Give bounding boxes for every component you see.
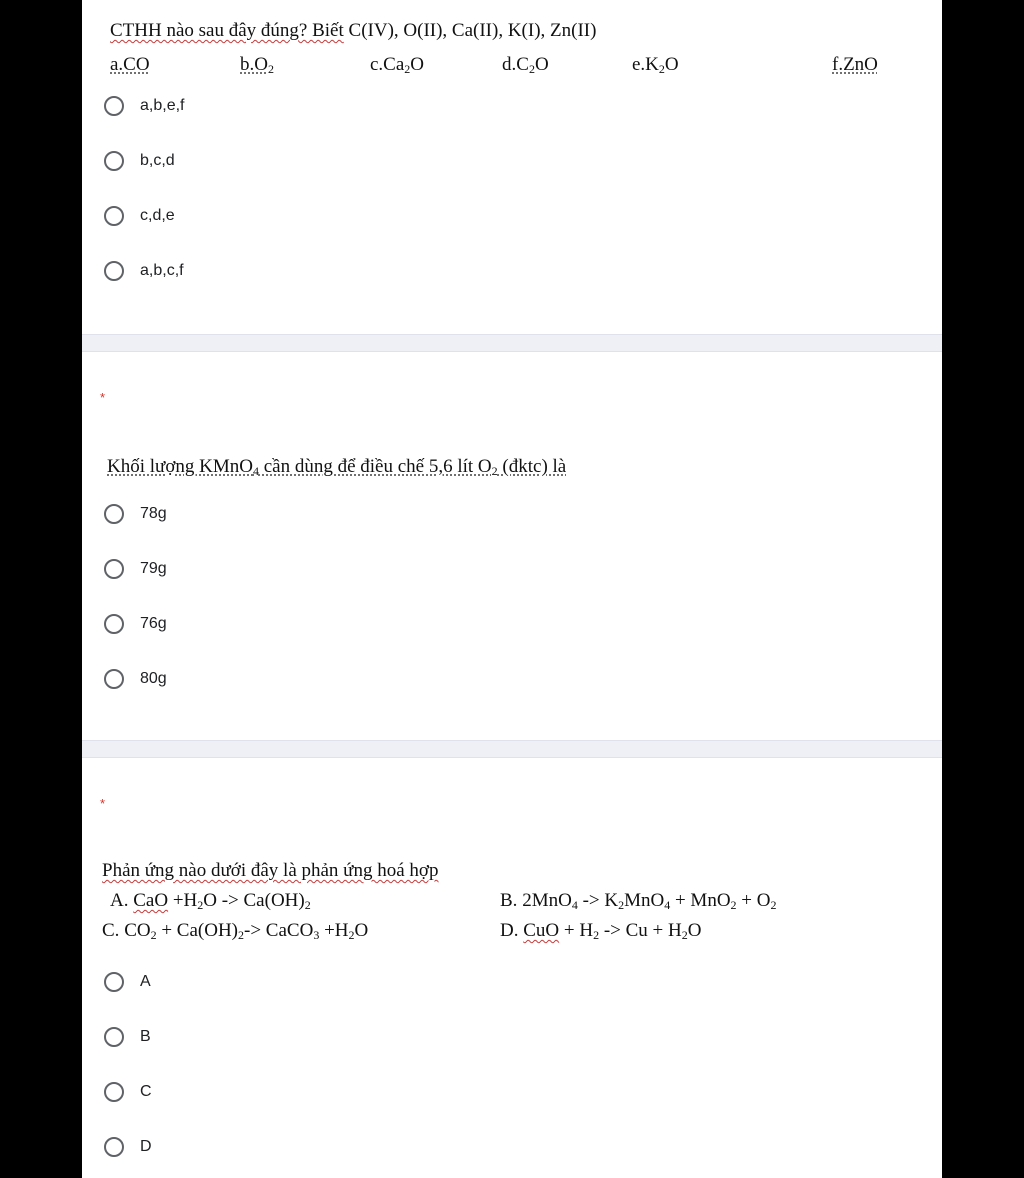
- question-card-1: [82, 0, 942, 334]
- reaction-a-s2: 2: [304, 898, 311, 912]
- q1-option-2[interactable]: [104, 147, 175, 175]
- choice-b: [240, 54, 274, 76]
- section-separator: [82, 334, 942, 352]
- quiz-form: [82, 0, 942, 1178]
- reaction-c-p4: +H: [319, 920, 349, 941]
- reaction-b-s1: 4: [571, 898, 578, 912]
- q2-option-1-label: 78g: [140, 505, 167, 522]
- radio-button[interactable]: [104, 1137, 124, 1157]
- reaction-b-p3: MnO: [624, 890, 665, 911]
- choice-e-tail: O: [664, 54, 679, 75]
- q1-option-4[interactable]: [104, 257, 184, 285]
- radio-button[interactable]: [104, 614, 124, 634]
- question-3-prompt: [102, 860, 438, 882]
- question-card-3: [82, 758, 942, 1178]
- reaction-d-s2: 2: [681, 928, 688, 942]
- section-separator: [82, 740, 942, 758]
- reaction-c-p5: O: [354, 920, 369, 941]
- q2-option-2[interactable]: [104, 555, 167, 583]
- q2-option-3-label: 76g: [140, 615, 167, 632]
- reaction-c-s3: 3: [313, 928, 320, 942]
- q3-option-c-label: C: [140, 1083, 152, 1100]
- reaction-d-label: D.: [500, 920, 519, 941]
- reaction-b-p5: + O: [736, 890, 771, 911]
- reaction-c-s4: 2: [348, 928, 355, 942]
- reaction-c: [102, 920, 368, 942]
- reaction-d: [500, 920, 701, 942]
- question-1-prompt: [110, 20, 596, 42]
- choice-e-sub: 2: [658, 62, 665, 76]
- choice-d: [502, 54, 549, 76]
- reaction-d-p3: -> Cu + H: [599, 920, 682, 941]
- choice-d-sub: 2: [528, 62, 535, 76]
- reaction-c-p3: -> CaCO: [244, 920, 314, 941]
- q3-option-d[interactable]: [104, 1133, 152, 1161]
- required-mark: *: [100, 796, 106, 811]
- reaction-d-s1: 2: [593, 928, 600, 942]
- reaction-b-p1: 2MnO: [522, 890, 572, 911]
- reaction-c-s2: 2: [238, 928, 245, 942]
- reaction-c-p1: CO: [124, 920, 151, 941]
- question-2-prompt-b: cần dùng để điều chế 5,6 lít O: [258, 456, 492, 477]
- radio-button[interactable]: [104, 669, 124, 689]
- q3-option-b[interactable]: [104, 1023, 151, 1051]
- choice-b-text: b.O: [240, 54, 268, 75]
- reaction-a-label: A.: [110, 890, 129, 911]
- reaction-c-p2: + Ca(OH): [156, 920, 239, 941]
- reaction-d-p2: + H: [559, 920, 594, 941]
- q2-option-4-label: 80g: [140, 670, 167, 687]
- reaction-b-label: B.: [500, 890, 518, 911]
- question-1-prompt-main: CTHH nào sau đây đúng? Biết: [110, 20, 344, 41]
- choice-e-text: e.K: [632, 54, 659, 75]
- q1-option-3-label: c,d,e: [140, 207, 175, 224]
- reaction-c-label: C.: [102, 920, 120, 941]
- question-3-prompt-text: Phản ứng nào dưới đây là phản ứng hoá hợp: [102, 860, 439, 881]
- reaction-b-s4: 2: [730, 898, 737, 912]
- q3-option-a-label: A: [140, 973, 151, 990]
- choice-c-sub: 2: [404, 62, 411, 76]
- q2-option-2-label: 79g: [140, 560, 167, 577]
- q1-option-1[interactable]: [104, 92, 184, 120]
- question-2-prompt-sub: 4: [252, 464, 259, 478]
- question-2-prompt-a: Khối lượng KMnO: [107, 456, 253, 477]
- q2-option-4[interactable]: [104, 665, 167, 693]
- reaction-b-p4: + MnO: [670, 890, 731, 911]
- choice-c: [370, 54, 424, 76]
- q1-option-4-label: a,b,c,f: [140, 262, 184, 279]
- reaction-a-p1: CaO: [133, 890, 169, 911]
- reaction-d-p1: CuO: [523, 920, 560, 941]
- q3-option-d-label: D: [140, 1138, 152, 1155]
- choice-b-sub: 2: [267, 62, 274, 76]
- question-card-2: [82, 352, 942, 740]
- reaction-a: [110, 890, 311, 912]
- reaction-c-s1: 2: [150, 928, 157, 942]
- q1-option-2-label: b,c,d: [140, 152, 175, 169]
- choice-c-tail: O: [410, 54, 425, 75]
- reaction-a-p2: +H: [168, 890, 198, 911]
- reaction-b: [500, 890, 776, 912]
- q3-option-a[interactable]: [104, 968, 151, 996]
- choice-d-text: d.C: [502, 54, 529, 75]
- choice-e: [632, 54, 679, 76]
- question-2-prompt-sub2: 2: [491, 464, 498, 478]
- radio-button[interactable]: [104, 1027, 124, 1047]
- q1-option-1-label: a,b,e,f: [140, 97, 185, 114]
- q3-option-c[interactable]: [104, 1078, 152, 1106]
- q3-option-b-label: B: [140, 1028, 151, 1045]
- radio-button[interactable]: [104, 1082, 124, 1102]
- question-2-prompt-c: (đktc) là: [497, 456, 567, 477]
- q2-option-1[interactable]: [104, 500, 167, 528]
- reaction-a-p3: O -> Ca(OH): [203, 890, 305, 911]
- radio-button[interactable]: [104, 559, 124, 579]
- reaction-b-s5: 2: [770, 898, 777, 912]
- reaction-d-p4: O: [687, 920, 702, 941]
- choice-f: [832, 54, 878, 76]
- radio-button[interactable]: [104, 504, 124, 524]
- q2-option-3[interactable]: [104, 610, 167, 638]
- required-mark: *: [100, 390, 106, 405]
- reaction-b-s3: 4: [664, 898, 671, 912]
- question-2-prompt: [107, 456, 566, 478]
- choice-d-tail: O: [534, 54, 549, 75]
- radio-button[interactable]: [104, 261, 124, 281]
- question-1-valences: C(IV), O(II), Ca(II), K(I), Zn(II): [343, 20, 597, 41]
- reaction-a-s1: 2: [197, 898, 204, 912]
- reaction-b-s2: 2: [618, 898, 625, 912]
- choice-f-text: f.ZnO: [832, 54, 878, 75]
- choice-a-text: a.CO: [110, 54, 150, 75]
- choice-c-text: c.Ca: [370, 54, 405, 75]
- q1-option-3[interactable]: [104, 202, 175, 230]
- radio-button[interactable]: [104, 972, 124, 992]
- radio-button[interactable]: [104, 206, 124, 226]
- choice-a: [110, 54, 150, 76]
- radio-button[interactable]: [104, 151, 124, 171]
- reaction-b-p2: -> K: [577, 890, 619, 911]
- radio-button[interactable]: [104, 96, 124, 116]
